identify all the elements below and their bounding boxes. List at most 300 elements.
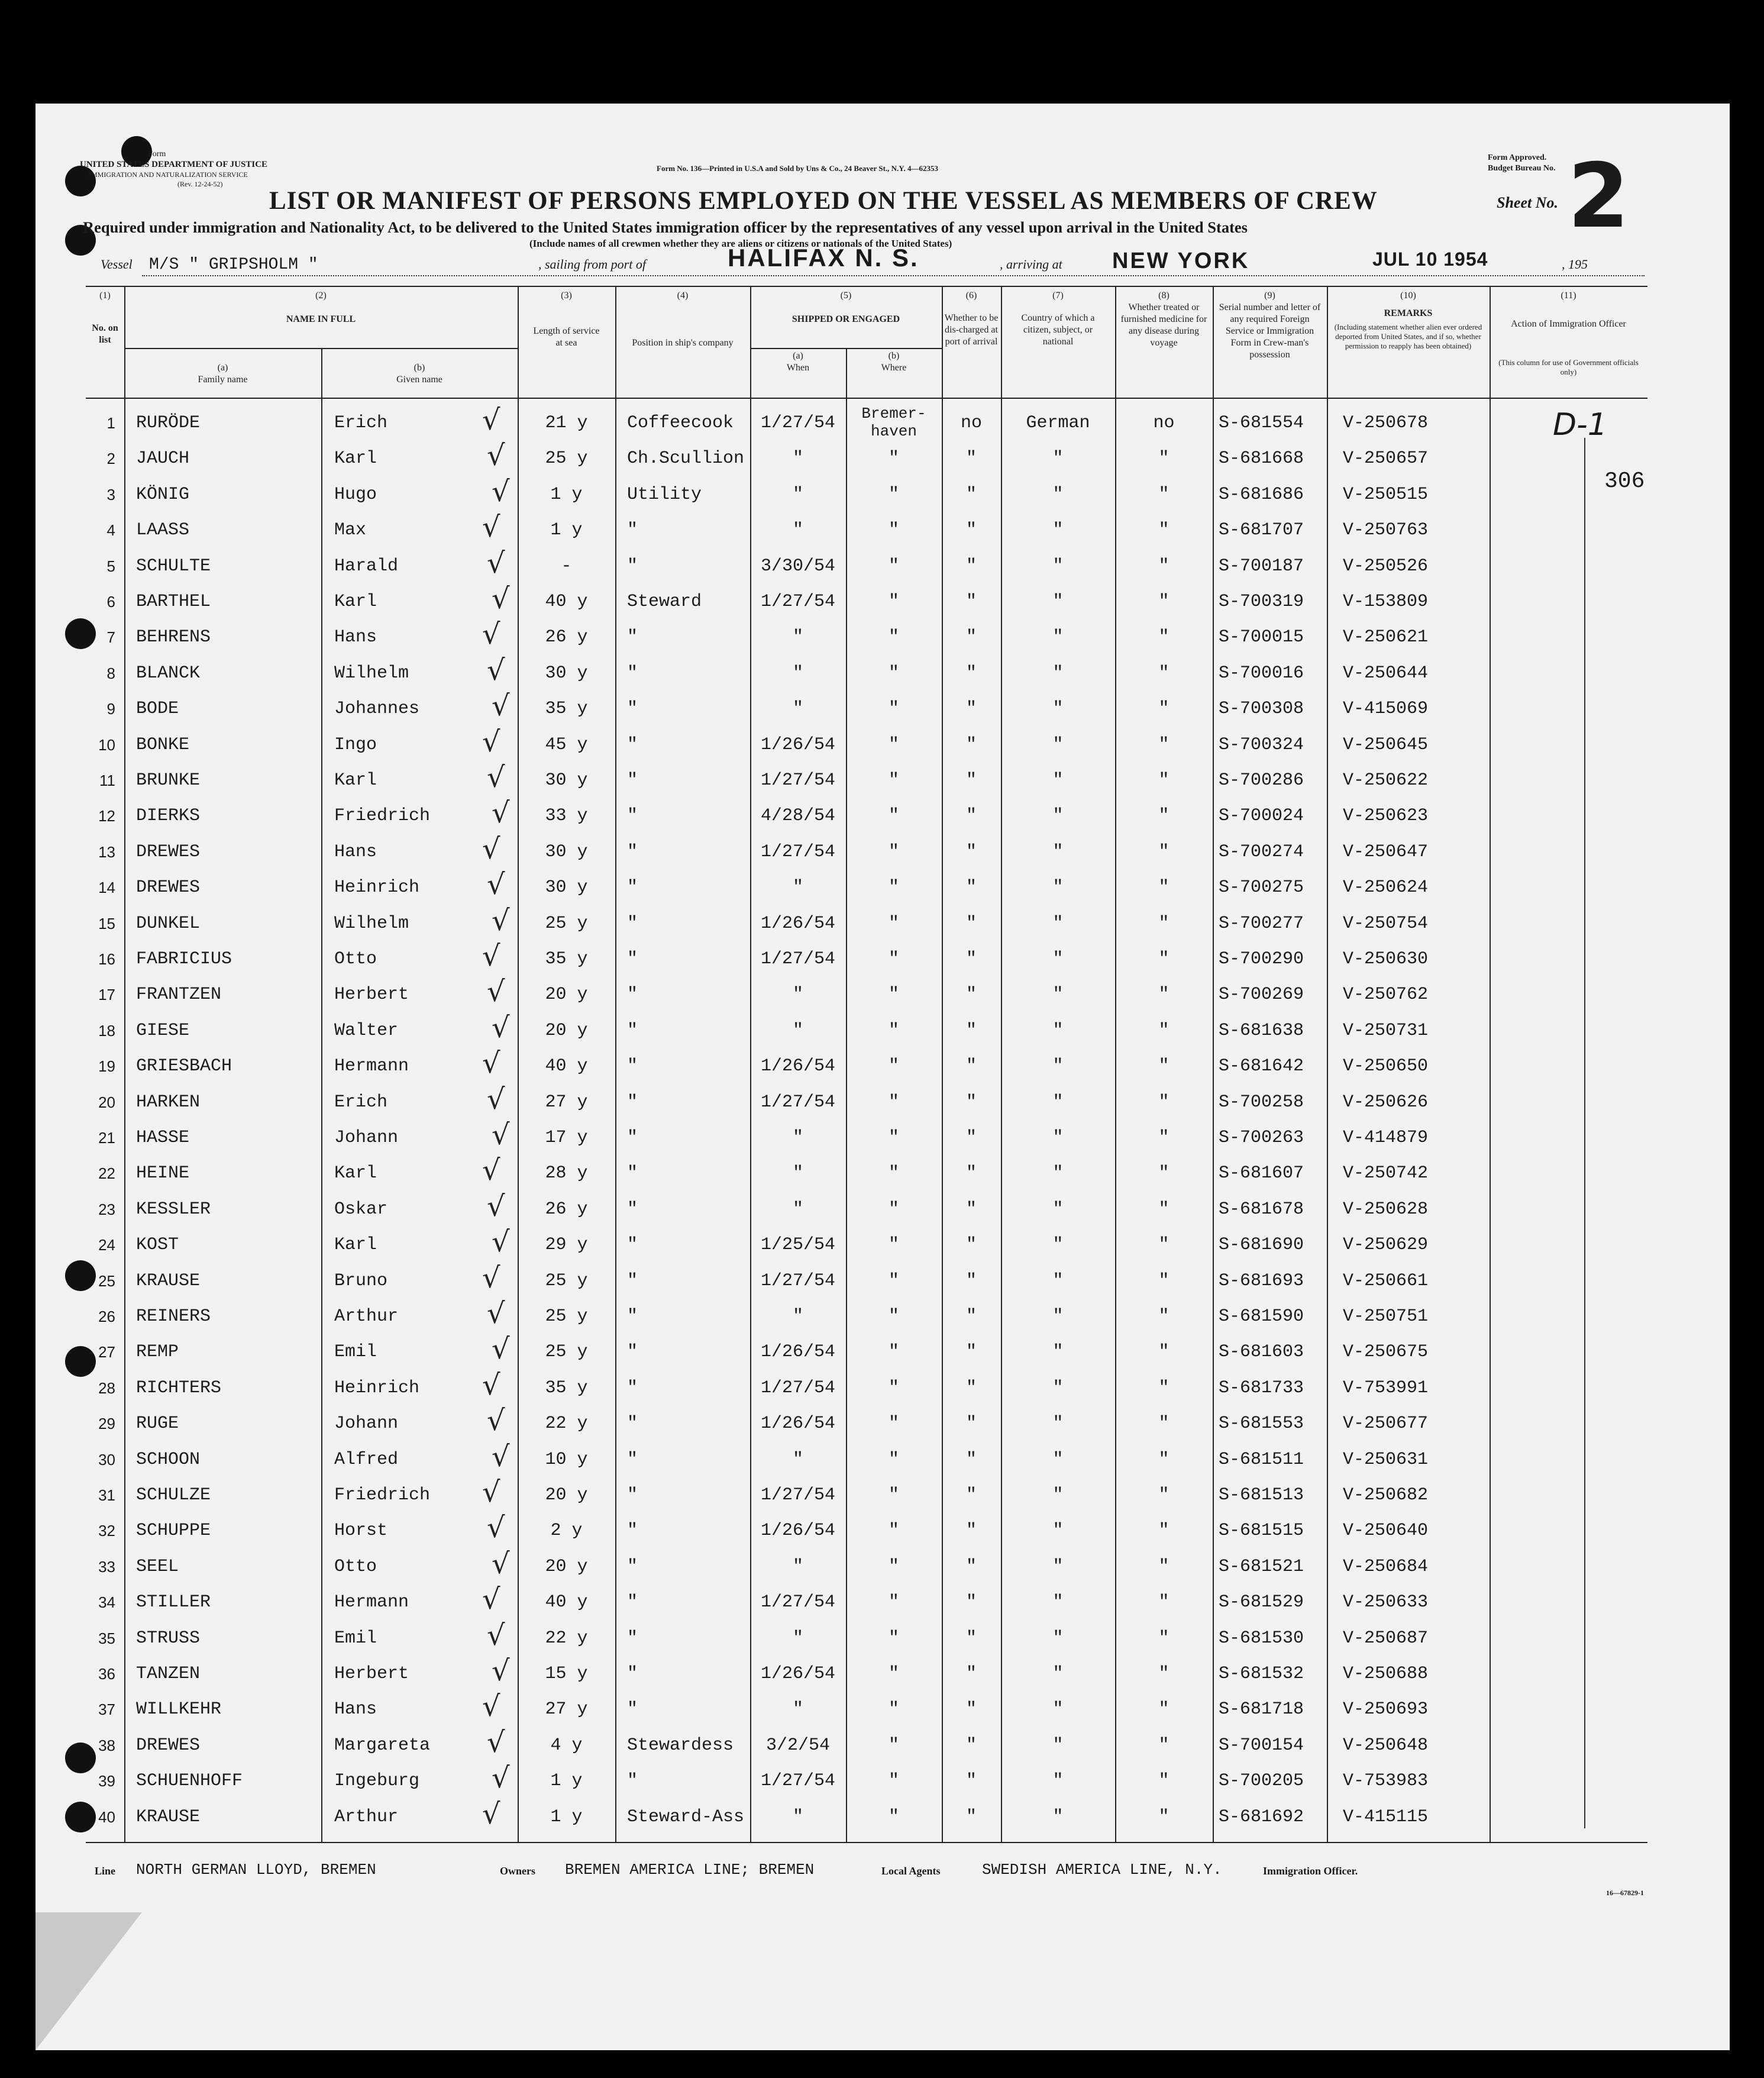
check-mark: √ (487, 975, 505, 1009)
row-remarks: V-250754 (1343, 913, 1429, 934)
row-given-name: Hermann (334, 1592, 409, 1613)
row-family-name: SCHUENHOFF (136, 1771, 243, 1792)
row-shipped-where: " (888, 734, 899, 755)
row-remarks: V-250678 (1343, 413, 1429, 433)
col-name-in-full: NAME IN FULL (286, 314, 356, 324)
row-discharged: " (965, 484, 977, 505)
col-where: Where (881, 363, 907, 373)
row-medicine: " (1158, 627, 1169, 648)
row-shipped-where: " (888, 1664, 899, 1684)
row-service-length: 25 y (545, 448, 588, 469)
row-medicine: " (1158, 699, 1169, 719)
row-family-name: BODE (136, 699, 179, 719)
row-given-name: Karl (334, 448, 377, 469)
row-medicine: " (1158, 520, 1169, 541)
row-shipped-when: 1/27/54 (760, 1485, 836, 1505)
year-suffix: , 195 (1562, 257, 1588, 272)
row-position: " (627, 627, 638, 648)
col-7-number: (7) (1052, 291, 1064, 301)
row-shipped-where: " (888, 1485, 899, 1505)
col-country: Country of which a citizen, subject, or national (1021, 313, 1095, 347)
row-discharged: " (965, 1735, 977, 1756)
row-position: " (627, 1056, 638, 1077)
row-serial-number: S-700286 (1219, 770, 1304, 790)
row-row-number: 20 (98, 1093, 115, 1111)
row-service-length: 35 y (545, 699, 588, 719)
row-serial-number: S-681511 (1219, 1449, 1304, 1470)
row-given-name: Emil (334, 1628, 377, 1648)
row-position: " (627, 520, 638, 541)
row-shipped-where: " (888, 1056, 899, 1077)
row-country: " (1052, 1735, 1064, 1756)
row-medicine: " (1158, 1592, 1169, 1613)
row-row-number: 30 (98, 1450, 115, 1469)
row-row-number: 4 (106, 521, 115, 540)
row-family-name: BRUNKE (136, 770, 201, 790)
row-remarks: V-250762 (1343, 985, 1429, 1005)
row-serial-number: S-681678 (1219, 1199, 1304, 1219)
row-family-name: KÖNIG (136, 484, 190, 505)
row-discharged: " (965, 1485, 977, 1505)
row-given-name: Erich (334, 413, 388, 433)
row-remarks: V-250731 (1343, 1020, 1429, 1041)
row-position: " (627, 1628, 638, 1648)
form-label: Form (148, 150, 166, 159)
row-position: " (627, 1485, 638, 1505)
row-given-name: Karl (334, 1235, 377, 1256)
row-remarks: V-250693 (1343, 1699, 1429, 1720)
check-mark: √ (482, 511, 500, 544)
col-5-number: (5) (840, 291, 852, 301)
row-position: " (627, 1235, 638, 1256)
row-serial-number: S-681690 (1219, 1235, 1304, 1256)
row-shipped-where: " (888, 663, 899, 683)
row-shipped-when: 1/26/54 (760, 1414, 836, 1434)
row-given-name: Hugo (334, 484, 377, 505)
row-discharged: " (965, 1163, 977, 1184)
row-shipped-where: " (888, 1449, 899, 1470)
row-discharged: " (965, 663, 977, 683)
row-position: " (627, 1306, 638, 1327)
row-given-name: Hans (334, 1699, 377, 1720)
row-serial-number: S-681693 (1219, 1270, 1304, 1291)
row-discharged: " (965, 1056, 977, 1077)
col-2-number: (2) (315, 291, 327, 301)
check-mark: √ (492, 796, 510, 830)
row-given-name: Otto (334, 1556, 377, 1577)
row-given-name: Herbert (334, 985, 409, 1005)
row-medicine: " (1158, 1664, 1169, 1684)
row-serial-number: S-681521 (1219, 1556, 1304, 1577)
check-mark: √ (487, 1511, 505, 1545)
row-service-length: 30 y (545, 841, 588, 862)
row-shipped-where: " (888, 841, 899, 862)
row-country: " (1052, 1235, 1064, 1256)
row-shipped-where: " (888, 1199, 899, 1219)
approval-line-1: Form Approved. (1488, 153, 1547, 162)
row-discharged: " (965, 592, 977, 612)
row-shipped-when: 1/26/54 (760, 1521, 836, 1541)
agency-line-3: (Rev. 12-24-52) (177, 180, 223, 188)
row-remarks: V-250675 (1343, 1342, 1429, 1363)
row-medicine: " (1158, 663, 1169, 683)
action-mark: D-1 (1553, 407, 1607, 443)
row-medicine: " (1158, 1235, 1169, 1256)
row-row-number: 16 (98, 950, 115, 968)
row-row-number: 22 (98, 1164, 115, 1183)
row-given-name: Ingeburg (334, 1771, 420, 1792)
col-serial: Serial number and letter of any required Foreign Service or Immigration Form in Crew-man's possession (1219, 302, 1321, 360)
row-remarks: V-250751 (1343, 1306, 1429, 1327)
row-country: " (1052, 770, 1064, 790)
row-discharged: " (965, 770, 977, 790)
row-serial-number: S-700187 (1219, 556, 1304, 576)
action-column-stroke (1584, 438, 1585, 1828)
row-service-length: 29 y (545, 1235, 588, 1256)
row-shipped-when: 1/27/54 (760, 1377, 836, 1398)
row-remarks: V-250624 (1343, 877, 1429, 898)
check-mark: √ (492, 1440, 510, 1473)
row-medicine: " (1158, 806, 1169, 827)
row-discharged: " (965, 1092, 977, 1112)
row-service-length: 1 y (550, 484, 583, 505)
row-service-length: 30 y (545, 663, 588, 683)
row-position: " (627, 663, 638, 683)
row-shipped-when: " (792, 1556, 803, 1577)
row-shipped-when: " (792, 1628, 803, 1648)
row-medicine: " (1158, 1806, 1169, 1827)
row-remarks: V-415069 (1343, 699, 1429, 719)
row-country: " (1052, 985, 1064, 1005)
row-medicine: " (1158, 1414, 1169, 1434)
row-position: " (627, 1377, 638, 1398)
row-medicine: " (1158, 1628, 1169, 1648)
row-given-name: Johann (334, 1414, 399, 1434)
col-1-number: (1) (99, 291, 111, 301)
row-medicine: " (1158, 1128, 1169, 1148)
row-position: " (627, 913, 638, 934)
row-row-number: 3 (106, 485, 115, 504)
row-shipped-where: " (888, 592, 899, 612)
row-position: " (627, 1771, 638, 1792)
row-given-name: Hans (334, 841, 377, 862)
row-service-length: 25 y (545, 1342, 588, 1363)
row-country: " (1052, 556, 1064, 576)
row-country: " (1052, 1020, 1064, 1041)
col-3-number: (3) (561, 291, 572, 301)
approval-line-2: Budget Bureau No. (1488, 164, 1556, 173)
header-bottom-rule (86, 398, 1647, 399)
row-row-number: 9 (106, 700, 115, 718)
row-service-length: 26 y (545, 1199, 588, 1219)
row-row-number: 2 (106, 450, 115, 468)
row-family-name: HARKEN (136, 1092, 201, 1112)
row-row-number: 13 (98, 843, 115, 861)
row-remarks: V-153809 (1343, 592, 1429, 612)
row-country: " (1052, 1377, 1064, 1398)
row-family-name: KRAUSE (136, 1270, 201, 1291)
row-discharged: " (965, 627, 977, 648)
row-family-name: RURÖDE (136, 413, 201, 433)
row-family-name: GIESE (136, 1020, 190, 1041)
row-medicine: " (1158, 913, 1169, 934)
row-position: " (627, 556, 638, 576)
row-remarks: V-250682 (1343, 1485, 1429, 1505)
check-mark: √ (492, 1761, 510, 1795)
vessel-label: Vessel (101, 257, 133, 272)
row-service-length: - (561, 556, 572, 576)
row-discharged: " (965, 1377, 977, 1398)
row-serial-number: S-681530 (1219, 1628, 1304, 1648)
row-row-number: 15 (98, 914, 115, 932)
row-shipped-when: 3/2/54 (765, 1735, 831, 1756)
row-remarks: V-250629 (1343, 1235, 1429, 1256)
row-shipped-when: " (792, 484, 803, 505)
row-family-name: BARTHEL (136, 592, 211, 612)
row-remarks: V-250644 (1343, 663, 1429, 683)
row-given-name: Hans (334, 627, 377, 648)
row-serial-number: S-700277 (1219, 913, 1304, 934)
row-family-name: DREWES (136, 1735, 201, 1756)
row-row-number: 37 (98, 1701, 115, 1719)
row-shipped-when: " (792, 1128, 803, 1148)
row-service-length: 33 y (545, 806, 588, 827)
row-serial-number: S-681607 (1219, 1163, 1304, 1184)
row-country: " (1052, 1199, 1064, 1219)
row-discharged: " (965, 949, 977, 969)
folded-corner (35, 1912, 142, 2050)
row-shipped-where: Bremer-haven (861, 405, 926, 440)
row-given-name: Erich (334, 1092, 388, 1112)
row-given-name: Friedrich (334, 806, 431, 827)
owners-label: Owners (500, 1865, 535, 1877)
col-divider (124, 286, 125, 1842)
row-shipped-when: 1/26/54 (760, 1056, 836, 1077)
row-given-name: Karl (334, 1163, 377, 1184)
row-serial-number: S-681603 (1219, 1342, 1304, 1363)
row-family-name: REMP (136, 1342, 179, 1363)
row-given-name: Johannes (334, 699, 420, 719)
row-given-name: Max (334, 520, 367, 541)
col-divider (1490, 286, 1491, 1842)
row-medicine: " (1158, 985, 1169, 1005)
check-mark: √ (482, 1261, 500, 1295)
row-row-number: 34 (98, 1593, 115, 1612)
check-mark: √ (487, 1725, 505, 1759)
row-row-number: 7 (106, 628, 115, 647)
row-position: Ch.Scullion (627, 448, 745, 469)
row-shipped-when: " (792, 1699, 803, 1720)
row-service-length: 2 y (550, 1521, 583, 1541)
check-mark: √ (487, 546, 505, 580)
row-discharged: " (965, 1235, 977, 1256)
row-family-name: BLANCK (136, 663, 201, 683)
row-given-name: Wilhelm (334, 663, 409, 683)
row-discharged: " (965, 985, 977, 1005)
sheet-label: Sheet No. (1497, 194, 1558, 211)
document-title: LIST OR MANIFEST OF PERSONS EMPLOYED ON THE VESSEL AS MEMBERS OF CREW (269, 187, 1378, 215)
row-medicine: " (1158, 1092, 1169, 1112)
row-remarks: V-415115 (1343, 1806, 1429, 1827)
row-shipped-when: 1/26/54 (760, 1342, 836, 1363)
row-given-name: Arthur (334, 1806, 399, 1827)
row-discharged: " (965, 1628, 977, 1648)
arriving-label: , arriving at (1000, 257, 1062, 272)
row-serial-number: S-681642 (1219, 1056, 1304, 1077)
row-shipped-where: " (888, 1592, 899, 1613)
row-family-name: STRUSS (136, 1628, 201, 1648)
row-serial-number: S-681668 (1219, 448, 1304, 469)
row-shipped-where: " (888, 806, 899, 827)
row-discharged: " (965, 1020, 977, 1041)
row-position: " (627, 949, 638, 969)
row-serial-number: S-700274 (1219, 841, 1304, 862)
row-position: Steward (627, 592, 702, 612)
row-country: " (1052, 448, 1064, 469)
row-position: " (627, 734, 638, 755)
row-family-name: KRAUSE (136, 1806, 201, 1827)
row-position: " (627, 699, 638, 719)
row-country: German (1026, 413, 1090, 433)
row-position: " (627, 1342, 638, 1363)
check-mark: √ (487, 1082, 505, 1116)
row-serial-number: S-681554 (1219, 413, 1304, 433)
row-country: " (1052, 1521, 1064, 1541)
row-remarks: V-250763 (1343, 520, 1429, 541)
agents-label: Local Agents (881, 1865, 941, 1877)
row-shipped-when: 1/27/54 (760, 1771, 836, 1792)
row-position: " (627, 1414, 638, 1434)
row-shipped-where: " (888, 877, 899, 898)
col-10-number: (10) (1400, 291, 1416, 301)
row-medicine: no (1153, 413, 1175, 433)
row-row-number: 36 (98, 1665, 115, 1683)
col-medicine: Whether treated or furnished medicine for any disease during voyage (1120, 302, 1207, 348)
row-given-name: Emil (334, 1342, 377, 1363)
row-remarks: V-250628 (1343, 1199, 1429, 1219)
row-service-length: 40 y (545, 1592, 588, 1613)
vessel-underline (142, 275, 1645, 276)
row-serial-number: S-700308 (1219, 699, 1304, 719)
row-position: " (627, 770, 638, 790)
row-discharged: " (965, 1771, 977, 1792)
arrival-date: JUL 10 1954 (1372, 249, 1488, 270)
check-mark: √ (487, 653, 505, 687)
row-given-name: Hermann (334, 1056, 409, 1077)
row-shipped-when: " (792, 520, 803, 541)
officer-label: Immigration Officer. (1263, 1865, 1358, 1877)
col-divider (1213, 286, 1214, 1842)
row-row-number: 19 (98, 1057, 115, 1076)
row-discharged: " (965, 734, 977, 755)
col-11-number: (11) (1561, 291, 1576, 301)
row-row-number: 39 (98, 1772, 115, 1790)
row-discharged: " (965, 913, 977, 934)
row-shipped-where: " (888, 627, 899, 648)
row-position: Steward-Ass (627, 1806, 745, 1827)
row-given-name: Otto (334, 949, 377, 969)
row-medicine: " (1158, 841, 1169, 862)
row-country: " (1052, 1449, 1064, 1470)
check-mark: √ (482, 1690, 500, 1724)
row-medicine: " (1158, 734, 1169, 755)
row-service-length: 30 y (545, 770, 588, 790)
row-discharged: " (965, 1199, 977, 1219)
row-country: " (1052, 1664, 1064, 1684)
row-serial-number: S-700263 (1219, 1128, 1304, 1148)
row-remarks: V-250742 (1343, 1163, 1429, 1184)
col-family-letter: (a) (217, 363, 228, 373)
row-country: " (1052, 1485, 1064, 1505)
row-discharged: no (960, 413, 982, 433)
row-row-number: 12 (98, 807, 115, 825)
row-medicine: " (1158, 1485, 1169, 1505)
check-mark: √ (492, 1332, 510, 1366)
row-country: " (1052, 806, 1064, 827)
row-position: " (627, 1092, 638, 1112)
row-position: Coffeecook (627, 413, 734, 433)
row-shipped-when: 1/25/54 (760, 1235, 836, 1256)
row-discharged: " (965, 1306, 977, 1327)
row-medicine: " (1158, 556, 1169, 576)
row-discharged: " (965, 1806, 977, 1827)
row-shipped-where: " (888, 1128, 899, 1148)
row-medicine: " (1158, 949, 1169, 969)
row-remarks: V-414879 (1343, 1128, 1429, 1148)
row-service-length: 20 y (545, 1485, 588, 1505)
row-shipped-where: " (888, 699, 899, 719)
col-action: Action of Immigration Officer (1511, 319, 1626, 329)
row-country: " (1052, 1128, 1064, 1148)
col-action-note: (This column for use of Government officials only) (1498, 358, 1639, 376)
row-shipped-when: " (792, 699, 803, 719)
check-mark: √ (482, 1476, 500, 1509)
row-given-name: Friedrich (334, 1485, 431, 1505)
row-service-length: 35 y (545, 1377, 588, 1398)
row-row-number: 18 (98, 1021, 115, 1040)
row-shipped-where: " (888, 1342, 899, 1363)
row-remarks: V-250687 (1343, 1628, 1429, 1648)
row-serial-number: S-681515 (1219, 1521, 1304, 1541)
row-remarks: V-250661 (1343, 1270, 1429, 1291)
check-mark: √ (492, 689, 510, 723)
row-family-name: DREWES (136, 841, 201, 862)
row-family-name: SCHUPPE (136, 1521, 211, 1541)
row-country: " (1052, 1699, 1064, 1720)
row-shipped-when: " (792, 448, 803, 469)
row-service-length: 21 y (545, 413, 588, 433)
row-shipped-where: " (888, 1270, 899, 1291)
col-divider (1327, 286, 1328, 1842)
row-serial-number: S-700205 (1219, 1771, 1304, 1792)
row-shipped-when: " (792, 663, 803, 683)
local-agents: SWEDISH AMERICA LINE, N.Y. (982, 1861, 1222, 1879)
row-service-length: 27 y (545, 1092, 588, 1112)
row-discharged: " (965, 699, 977, 719)
row-medicine: " (1158, 1735, 1169, 1756)
row-country: " (1052, 734, 1064, 755)
row-serial-number: S-681686 (1219, 484, 1304, 505)
row-country: " (1052, 949, 1064, 969)
row-service-length: 45 y (545, 734, 588, 755)
check-mark: √ (487, 761, 505, 794)
row-remarks: V-753991 (1343, 1377, 1429, 1398)
row-family-name: RICHTERS (136, 1377, 222, 1398)
col-8-number: (8) (1158, 291, 1169, 301)
row-remarks: V-250633 (1343, 1592, 1429, 1613)
row-shipped-when: 1/27/54 (760, 841, 836, 862)
row-row-number: 40 (98, 1808, 115, 1826)
